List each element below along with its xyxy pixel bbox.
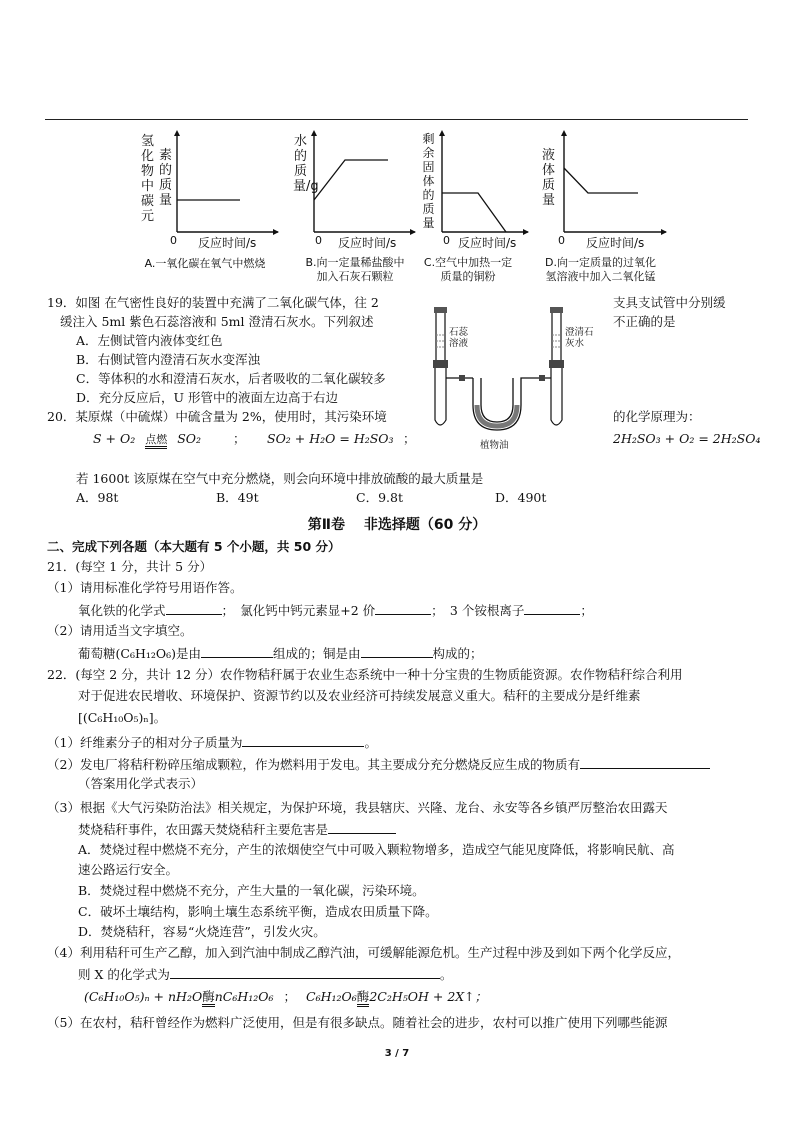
q19-line2-right: 不正确的是 xyxy=(613,314,676,329)
chart-b-xlabel: 反应时间/s xyxy=(338,236,397,250)
chart-a-ylabel-right: 素的质量 xyxy=(158,148,172,208)
q20-sep2: ； xyxy=(403,431,416,446)
q20-option-c: C．9.8t xyxy=(356,490,403,505)
label-limewater: 澄清石灰水 xyxy=(565,327,594,349)
q22-p3-a1: A．焚烧过程中燃烧不充分，产生的浓烟使空气中可吸入颗粒物增多，造成空气能见度降低，将影响民航、高 xyxy=(78,842,675,857)
q20-eq2: SO₂ + H₂O = H₂SO₃ xyxy=(267,431,394,446)
q22-p3-c: C．破坏土壤结构，影响土壤生态系统平衡，造成农田质量下降。 xyxy=(78,904,438,919)
q21-p2-row: 葡萄糖(C₆H₁₂O₆)是由 组成的；铜是由 构成的； xyxy=(78,646,483,661)
q20-line1-left: 20．某原煤（中硫煤）中硫含量为 2%，使用时，其污染环境 xyxy=(47,409,387,424)
chart-d-ylabel: 液体质量 xyxy=(541,148,555,208)
q19-option-b: B．右侧试管内澄清石灰水变浑浊 xyxy=(76,352,261,367)
q21-p2: （2）请用适当文字填空。 xyxy=(47,623,193,638)
q20-eq1-cond: 点燃 xyxy=(145,434,167,449)
chart-b-zero: 0 xyxy=(315,234,322,247)
q22-p3b: 焚烧秸秆事件，农田露天焚烧秸秆主要危害是 xyxy=(78,820,396,839)
page-number: 3 / 7 xyxy=(384,1048,410,1059)
q22-p3-d: D．焚烧秸秆，容易“火烧连营”，引发火灾。 xyxy=(78,924,326,939)
q19-line1-right: 支具支试管中分别缓 xyxy=(613,295,726,310)
chart-a-caption: A.一氧化碳在氧气中燃烧 xyxy=(144,257,266,270)
q21-p1-row: 氧化铁的化学式 ； 氯化钙中钙元素显+2 价 ； 3 个铵根离子 ； xyxy=(78,603,593,618)
header-rule xyxy=(45,119,748,120)
chart-c-axes xyxy=(418,130,538,250)
q20-eq3: 2H₂SO₃ + O₂ = 2H₂SO₄ xyxy=(613,431,761,446)
chart-d xyxy=(538,130,673,283)
q19-line2-left: 缓注入 5ml 紫色石蕊溶液和 5ml 澄清石灰水。下列叙述 xyxy=(60,314,374,329)
q22-p3-b: B．焚烧过程中燃烧不充分，产生大量的一氧化碳，污染环境。 xyxy=(78,883,425,898)
chart-b-caption: B.向一定量稀盐酸中 加入石灰石颗粒 xyxy=(305,256,405,283)
chart-b-series xyxy=(314,160,388,200)
q20-line3: 若 1600t 该原煤在空气中充分燃烧，则会向环境中排放硫酸的最大质量是 xyxy=(76,471,484,486)
q19-option-a: A．左侧试管内液体变红色 xyxy=(76,333,223,348)
q22-l3: [(C₆H₁₀O₅)ₙ]。 xyxy=(78,710,167,725)
q20-line1-right: 的化学原理为： xyxy=(613,409,701,424)
q20-option-b: B．49t xyxy=(216,490,259,505)
chart-c-xlabel: 反应时间/s xyxy=(458,236,517,250)
chart-c-zero: 0 xyxy=(443,234,450,247)
part2-title: 第Ⅱ卷 非选择题（60 分） xyxy=(307,517,487,533)
q22-p4: （4）利用秸秆可生产乙醇，加入到汽油中制成乙醇汽油，可缓解能源危机。生产过程中涉及到如下两个化学反应， xyxy=(47,945,680,960)
chart-b xyxy=(290,130,420,283)
chart-a-zero: 0 xyxy=(170,234,177,247)
chart-a xyxy=(130,130,280,280)
chart-a-axes xyxy=(130,130,280,250)
q22-p3: （3）根据《大气污染防治法》相关规定，为保护环境，我县辖庆、兴隆、龙台、永安等各乡镇严厉整治农田露天 xyxy=(47,800,668,815)
q19-line1-left: 19．如图 在气密性良好的装置中充满了二氧化碳气体，往 2 xyxy=(47,295,379,310)
chart-c-series xyxy=(442,193,506,232)
q19-option-c: C．等体积的水和澄清石灰水，后者吸收的二氧化碳较多 xyxy=(76,371,386,386)
chart-a-xlabel: 反应时间/s xyxy=(198,236,257,250)
q22-p5: （5）在农村，秸秆曾经作为燃料广泛使用，但是有很多缺点。随着社会的进步，农村可以推广使用下列哪些能源 xyxy=(47,1015,668,1030)
q20-option-d: D．490t xyxy=(495,490,547,505)
chart-c-caption: C.空气中加热一定 质量的铜粉 xyxy=(423,256,513,283)
chart-b-ylabel: 水的质量/g xyxy=(293,134,319,194)
q22-p4b: 则 X 的化学式为 。 xyxy=(78,967,453,982)
chart-a-ylabel-left: 氢化物中碳元 xyxy=(140,134,154,224)
chart-d-axes xyxy=(538,130,673,250)
q20-eq1: S + O₂ 点燃 SO₂ xyxy=(93,430,201,449)
chart-d-zero: 0 xyxy=(558,234,565,247)
q22-equations: (C₆H₁₀O₅)ₙ + nH₂O酶nC₆H₁₂O₆ ； C₆H₁₂O₆酶2C₂H₅OH + 2X↑； xyxy=(84,988,487,1006)
label-litmus: 石蕊溶液 xyxy=(449,327,469,349)
q22-p2: （2）发电厂将秸秆粉碎压缩成颗粒，作为燃料用于发电。其主要成分充分燃烧反应生成的物质有 xyxy=(47,755,710,774)
label-oil: 植物油 xyxy=(480,440,509,451)
chart-c-ylabel: 剩余固体的质量 xyxy=(422,132,435,230)
q21-p1: （1）请用标准化学符号用语作答。 xyxy=(47,580,243,595)
chart-b-axes xyxy=(290,130,420,250)
q22-p2b: （答案用化学式表示） xyxy=(78,776,204,791)
q22-p3-a2: 速公路运行安全。 xyxy=(78,862,179,877)
chart-d-xlabel: 反应时间/s xyxy=(586,236,645,250)
chart-c xyxy=(418,130,538,283)
apparatus-figure xyxy=(425,305,594,455)
q22-l1: 22．(每空 2 分，共计 12 分）农作物秸秆属于农业生态系统中一种十分宝贵的生物质能资源。农作物秸秆综合利用 xyxy=(47,667,683,682)
q20-option-a: A．98t xyxy=(76,490,119,505)
q22-l2: 对于促进农民增收、环境保护、资源节约以及农业经济可持续发展意义重大。秸秆的主要成分是纤维素 xyxy=(78,688,641,703)
section2-heading: 二、完成下列各题（本大题有 5 个小题，共 50 分） xyxy=(47,539,341,554)
q22-p1: （1）纤维素分子的相对分子质量为 。 xyxy=(47,735,377,750)
chart-d-series xyxy=(564,168,638,193)
q19-option-d: D．充分反应后，U 形管中的液面左边高于右边 xyxy=(76,390,339,405)
q20-sep1: ； xyxy=(233,431,246,446)
q21-head: 21．(每空 1 分，共计 5 分） xyxy=(47,559,213,574)
chart-d-caption: D.向一定质量的过氧化 氢溶液中加入二氧化锰 xyxy=(545,256,656,283)
